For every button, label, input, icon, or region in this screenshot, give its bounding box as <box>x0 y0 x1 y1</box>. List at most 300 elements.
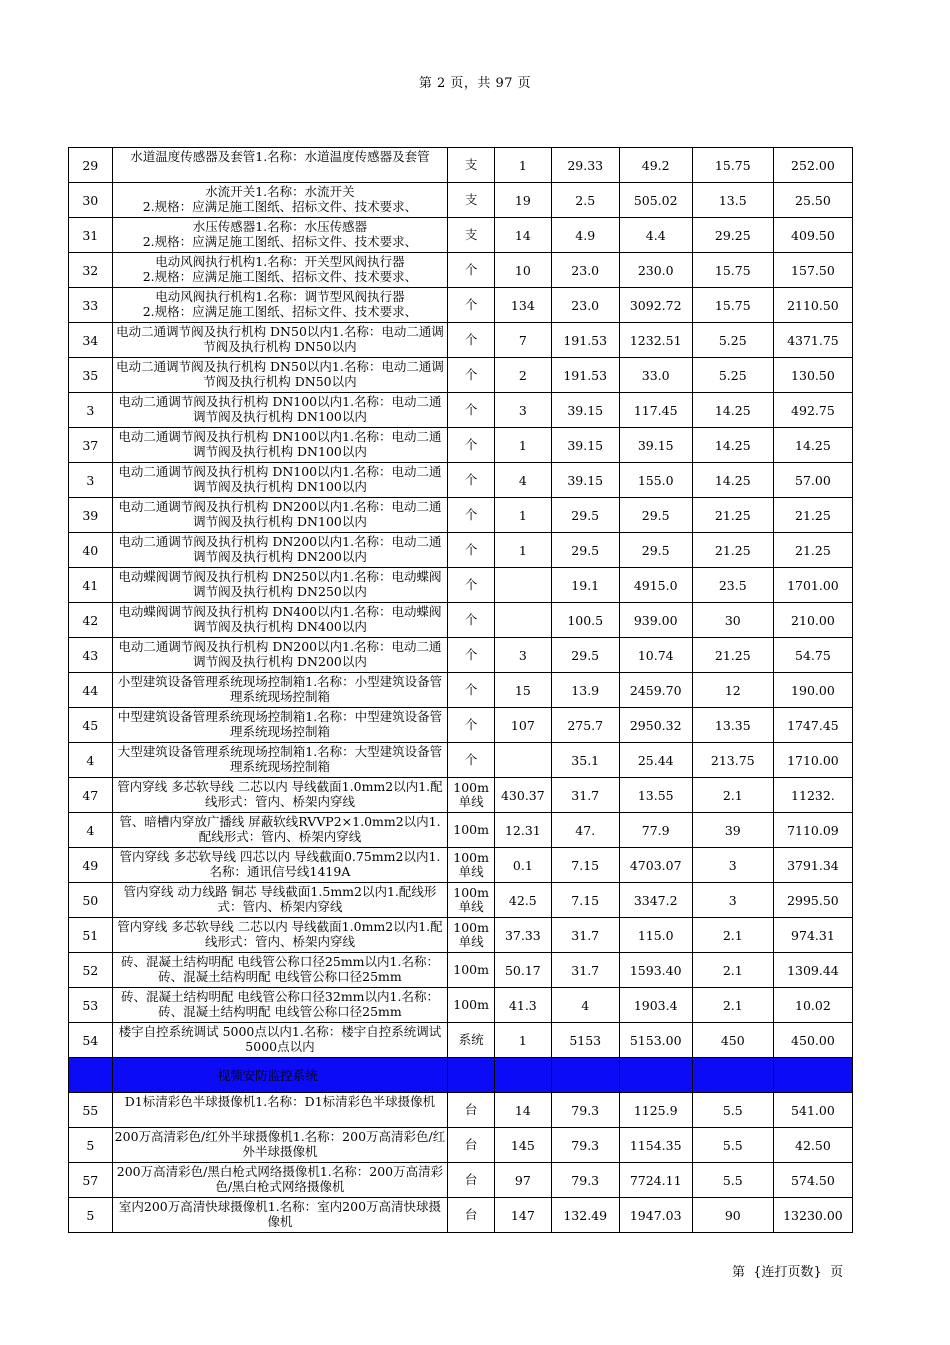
cell-labor: 5.5 <box>692 1128 773 1163</box>
cell-labor: 39 <box>692 813 773 848</box>
page-footer: 第 {连打页数} 页 <box>732 1265 844 1280</box>
cell-qty: 147 <box>494 1198 551 1233</box>
table-row <box>69 533 853 568</box>
cell-no: 45 <box>69 708 113 743</box>
cell-unit: 个 <box>448 358 495 393</box>
item-name-text: 电动二通调节阀及执行机构 DN100以内1.名称：电动二通调节阀及执行机构 DN100以内 <box>118 464 442 494</box>
cell-qty: 430.37 <box>494 778 551 813</box>
cell-labor-total: 14.25 <box>773 428 852 463</box>
item-name-text: 砖、混凝土结构明配 电线管公称口径25mm以内1.名称：砖、混凝土结构明配 电线管公称口径25mm <box>120 954 439 984</box>
cell-unit: 个 <box>448 743 495 778</box>
cell-total: 1232.51 <box>619 323 692 358</box>
cell-qty <box>494 603 551 638</box>
cell-no: 47 <box>69 778 113 813</box>
cell-no: 52 <box>69 953 113 988</box>
table-row <box>69 1198 853 1233</box>
cell-unit: 个 <box>448 253 495 288</box>
cell-labor: 2.1 <box>692 918 773 953</box>
cell-total: 1947.03 <box>619 1198 692 1233</box>
cell-total: 2459.70 <box>619 673 692 708</box>
table-row <box>69 988 853 1023</box>
cell-name <box>112 1128 448 1163</box>
cell-qty: 10 <box>494 253 551 288</box>
section-cell-labor-total <box>773 1058 852 1093</box>
table-row <box>69 603 853 638</box>
cell-labor: 23.5 <box>692 568 773 603</box>
cell-no: 37 <box>69 428 113 463</box>
cell-total: 4703.07 <box>619 848 692 883</box>
cell-name <box>112 603 448 638</box>
cell-no: 29 <box>69 148 113 183</box>
cell-labor: 13.35 <box>692 708 773 743</box>
cell-no: 35 <box>69 358 113 393</box>
cell-labor: 3 <box>692 883 773 918</box>
cell-unit: 个 <box>448 498 495 533</box>
cell-unit-price: 39.15 <box>551 393 619 428</box>
section-cell-unit <box>448 1058 495 1093</box>
cell-unit: 个 <box>448 428 495 463</box>
cell-total: 29.5 <box>619 498 692 533</box>
cell-name <box>112 918 448 953</box>
cell-qty <box>494 743 551 778</box>
cell-total: 117.45 <box>619 393 692 428</box>
table-row <box>69 568 853 603</box>
cell-unit: 100m <box>448 988 495 1023</box>
cell-unit: 个 <box>448 393 495 428</box>
cell-labor: 15.75 <box>692 288 773 323</box>
cell-name <box>112 148 448 183</box>
cell-no: 54 <box>69 1023 113 1058</box>
section-row <box>69 1058 853 1093</box>
section-cell-labor <box>692 1058 773 1093</box>
cell-no: 57 <box>69 1163 113 1198</box>
cell-total: 115.0 <box>619 918 692 953</box>
cell-labor-total: 130.50 <box>773 358 852 393</box>
cell-name <box>112 568 448 603</box>
cell-total: 3347.2 <box>619 883 692 918</box>
cell-labor: 2.1 <box>692 953 773 988</box>
cell-unit: 个 <box>448 673 495 708</box>
table-row <box>69 1128 853 1163</box>
cell-total: 33.0 <box>619 358 692 393</box>
table-row <box>69 883 853 918</box>
cell-total: 4.4 <box>619 218 692 253</box>
cell-labor-total: 2110.50 <box>773 288 852 323</box>
cell-unit: 100m 单线 <box>448 918 495 953</box>
cell-total: 1154.35 <box>619 1128 692 1163</box>
item-name-text: 200万高清彩色/黑白枪式网络摄像机1.名称：200万高清彩色/黑白枪式网络摄像机 <box>116 1164 444 1194</box>
cell-qty: 42.5 <box>494 883 551 918</box>
cell-unit-price: 39.15 <box>551 428 619 463</box>
cell-total: 1125.9 <box>619 1093 692 1128</box>
cell-labor-total: 11232. <box>773 778 852 813</box>
item-name-text: 电动风阀执行机构1.名称：调节型风阀执行器 2.规格：应满足施工图纸、招标文件、技术要求、 <box>142 289 418 319</box>
cell-labor-total: 25.50 <box>773 183 852 218</box>
cell-no: 49 <box>69 848 113 883</box>
cell-unit-price: 29.33 <box>551 148 619 183</box>
cell-labor-total: 974.31 <box>773 918 852 953</box>
cell-labor: 2.1 <box>692 988 773 1023</box>
cell-name <box>112 1198 448 1233</box>
item-name-text: 管、暗槽内穿放广播线 屏蔽软线RVVP2×1.0mm2以内1.配线形式：管内、桥架内穿线 <box>119 814 441 844</box>
cell-labor-total: 21.25 <box>773 498 852 533</box>
section-row-group <box>69 1058 853 1093</box>
cell-unit-price: 132.49 <box>551 1198 619 1233</box>
cell-unit: 100m 单线 <box>448 778 495 813</box>
item-name-text: 电动二通调节阀及执行机构 DN200以内1.名称：电动二通调节阀及执行机构 DN200以内 <box>118 639 442 669</box>
cell-name <box>112 183 448 218</box>
table-row <box>69 288 853 323</box>
cell-name <box>112 638 448 673</box>
cell-labor-total: 7110.09 <box>773 813 852 848</box>
cell-unit: 100m <box>448 953 495 988</box>
table-row <box>69 848 853 883</box>
cell-qty <box>494 568 551 603</box>
cell-name <box>112 428 448 463</box>
cell-name <box>112 393 448 428</box>
item-name-text: 电动二通调节阀及执行机构 DN200以内1.名称：电动二通调节阀及执行机构 DN200以内 <box>118 534 442 564</box>
cell-name <box>112 288 448 323</box>
cell-unit-price: 23.0 <box>551 288 619 323</box>
item-name-text: D1标清彩色半球摄像机1.名称：D1标清彩色半球摄像机 <box>124 1094 436 1109</box>
cell-name <box>112 1093 448 1128</box>
cell-unit: 个 <box>448 463 495 498</box>
table-row <box>69 393 853 428</box>
cell-unit-price: 29.5 <box>551 498 619 533</box>
cell-qty: 97 <box>494 1163 551 1198</box>
cell-labor: 5.5 <box>692 1163 773 1198</box>
item-name-text: 水压传感器1.名称：水压传感器 2.规格：应满足施工图纸、招标文件、技术要求、 <box>142 219 418 249</box>
cell-name <box>112 708 448 743</box>
cell-qty: 1 <box>494 428 551 463</box>
table-body-before <box>69 148 853 1058</box>
cell-unit: 100m <box>448 813 495 848</box>
cell-unit-price: 275.7 <box>551 708 619 743</box>
cell-unit-price: 39.15 <box>551 463 619 498</box>
cell-total: 230.0 <box>619 253 692 288</box>
cell-qty: 1 <box>494 1023 551 1058</box>
item-name-text: 200万高清彩色/红外半球摄像机1.名称：200万高清彩色/红外半球摄像机 <box>114 1129 446 1159</box>
cell-no: 40 <box>69 533 113 568</box>
item-name-text: 电动风阀执行机构1.名称：开关型风阀执行器 2.规格：应满足施工图纸、招标文件、技术要求、 <box>142 254 418 284</box>
cell-total: 13.55 <box>619 778 692 813</box>
cell-no: 5 <box>69 1198 113 1233</box>
cell-unit-price: 31.7 <box>551 778 619 813</box>
cell-no: 41 <box>69 568 113 603</box>
cell-unit-price: 23.0 <box>551 253 619 288</box>
cell-name <box>112 1163 448 1198</box>
cell-total: 3092.72 <box>619 288 692 323</box>
cell-total: 5153.00 <box>619 1023 692 1058</box>
cell-unit-price: 2.5 <box>551 183 619 218</box>
cell-unit-price: 79.3 <box>551 1093 619 1128</box>
cell-total: 25.44 <box>619 743 692 778</box>
cell-unit-price: 4.9 <box>551 218 619 253</box>
cell-no: 50 <box>69 883 113 918</box>
cell-unit-price: 5153 <box>551 1023 619 1058</box>
table-row <box>69 218 853 253</box>
cell-labor-total: 450.00 <box>773 1023 852 1058</box>
cell-qty: 3 <box>494 393 551 428</box>
cell-labor-total: 210.00 <box>773 603 852 638</box>
table-row <box>69 463 853 498</box>
table-row <box>69 1093 853 1128</box>
cell-qty: 107 <box>494 708 551 743</box>
cell-labor: 213.75 <box>692 743 773 778</box>
cell-unit-price: 7.15 <box>551 848 619 883</box>
cell-labor-total: 492.75 <box>773 393 852 428</box>
cell-no: 31 <box>69 218 113 253</box>
cell-unit-price: 29.5 <box>551 533 619 568</box>
cell-labor: 12 <box>692 673 773 708</box>
cell-unit: 支 <box>448 183 495 218</box>
cell-qty: 1 <box>494 148 551 183</box>
section-cell-unit-price <box>551 1058 619 1093</box>
cell-total: 10.74 <box>619 638 692 673</box>
table-row <box>69 953 853 988</box>
cell-labor-total: 3791.34 <box>773 848 852 883</box>
cell-labor-total: 2995.50 <box>773 883 852 918</box>
item-name-text: 电动蝶阀调节阀及执行机构 DN400以内1.名称：电动蝶阀调节阀及执行机构 DN400以内 <box>118 604 442 634</box>
item-name-text: 管内穿线 多芯软导线 二芯以内 导线截面1.0mm2以内1.配线形式：管内、桥架内穿线 <box>117 779 443 809</box>
cell-qty: 12.31 <box>494 813 551 848</box>
cell-no: 53 <box>69 988 113 1023</box>
item-name-text: 砖、混凝土结构明配 电线管公称口径32mm以内1.名称：砖、混凝土结构明配 电线管公称口径25mm <box>120 989 439 1019</box>
cell-name <box>112 463 448 498</box>
cell-unit: 100m 单线 <box>448 883 495 918</box>
cell-qty: 4 <box>494 463 551 498</box>
cell-labor: 30 <box>692 603 773 638</box>
cell-labor: 13.5 <box>692 183 773 218</box>
table-row <box>69 498 853 533</box>
cell-labor-total: 157.50 <box>773 253 852 288</box>
cell-unit-price: 31.7 <box>551 918 619 953</box>
cell-labor: 3 <box>692 848 773 883</box>
cell-qty: 145 <box>494 1128 551 1163</box>
item-name-text: 电动二通调节阀及执行机构 DN100以内1.名称：电动二通调节阀及执行机构 DN100以内 <box>118 429 442 459</box>
cell-no: 30 <box>69 183 113 218</box>
cell-labor: 5.5 <box>692 1093 773 1128</box>
cell-unit: 系统 <box>448 1023 495 1058</box>
cell-name <box>112 673 448 708</box>
cell-qty: 37.33 <box>494 918 551 953</box>
cell-labor: 21.25 <box>692 533 773 568</box>
item-name-text: 管内穿线 多芯软导线 二芯以内 导线截面1.0mm2以内1.配线形式：管内、桥架内穿线 <box>117 919 443 949</box>
cell-labor: 29.25 <box>692 218 773 253</box>
section-title: 视频安防监控系统 <box>112 1058 448 1093</box>
cell-qty: 0.1 <box>494 848 551 883</box>
cell-no: 44 <box>69 673 113 708</box>
table-row <box>69 673 853 708</box>
cell-labor: 90 <box>692 1198 773 1233</box>
section-cell-total <box>619 1058 692 1093</box>
cell-qty: 14 <box>494 1093 551 1128</box>
cell-labor-total: 574.50 <box>773 1163 852 1198</box>
cell-unit-price: 47. <box>551 813 619 848</box>
cell-unit-price: 7.15 <box>551 883 619 918</box>
cell-name <box>112 778 448 813</box>
cell-labor: 5.25 <box>692 358 773 393</box>
cell-unit-price: 191.53 <box>551 358 619 393</box>
cell-no: 43 <box>69 638 113 673</box>
cell-labor-total: 1710.00 <box>773 743 852 778</box>
cell-name <box>112 1023 448 1058</box>
section-cell-no <box>69 1058 113 1093</box>
cell-qty: 2 <box>494 358 551 393</box>
cell-unit: 个 <box>448 323 495 358</box>
cell-unit-price: 100.5 <box>551 603 619 638</box>
cell-unit: 台 <box>448 1163 495 1198</box>
cell-unit-price: 19.1 <box>551 568 619 603</box>
cell-qty: 19 <box>494 183 551 218</box>
item-name-text: 小型建筑设备管理系统现场控制箱1.名称：小型建筑设备管理系统现场控制箱 <box>117 674 443 704</box>
table-row <box>69 428 853 463</box>
cell-unit-price: 31.7 <box>551 953 619 988</box>
cell-labor: 14.25 <box>692 393 773 428</box>
cell-unit-price: 191.53 <box>551 323 619 358</box>
cell-unit-price: 79.3 <box>551 1163 619 1198</box>
cell-total: 7724.11 <box>619 1163 692 1198</box>
table-row <box>69 1163 853 1198</box>
table-row <box>69 323 853 358</box>
cell-labor-total: 4371.75 <box>773 323 852 358</box>
table-row <box>69 358 853 393</box>
cell-labor-total: 57.00 <box>773 463 852 498</box>
cell-labor: 2.1 <box>692 778 773 813</box>
cell-total: 505.02 <box>619 183 692 218</box>
cell-unit-price: 29.5 <box>551 638 619 673</box>
cell-unit: 个 <box>448 533 495 568</box>
cell-total: 29.5 <box>619 533 692 568</box>
cell-unit: 台 <box>448 1128 495 1163</box>
cell-labor-total: 13230.00 <box>773 1198 852 1233</box>
cell-qty: 3 <box>494 638 551 673</box>
cell-name <box>112 323 448 358</box>
cell-labor-total: 54.75 <box>773 638 852 673</box>
table-row <box>69 148 853 183</box>
cell-total: 1593.40 <box>619 953 692 988</box>
cell-labor: 21.25 <box>692 638 773 673</box>
cell-unit-price: 4 <box>551 988 619 1023</box>
table-row <box>69 708 853 743</box>
cell-labor: 15.75 <box>692 253 773 288</box>
cell-unit: 个 <box>448 708 495 743</box>
cell-name <box>112 498 448 533</box>
cell-labor-total: 541.00 <box>773 1093 852 1128</box>
cell-qty: 1 <box>494 498 551 533</box>
table-row <box>69 1023 853 1058</box>
cell-unit: 支 <box>448 218 495 253</box>
cell-total: 4915.0 <box>619 568 692 603</box>
cell-labor-total: 252.00 <box>773 148 852 183</box>
cell-qty: 15 <box>494 673 551 708</box>
item-name-text: 电动蝶阀调节阀及执行机构 DN250以内1.名称：电动蝶阀调节阀及执行机构 DN250以内 <box>118 569 442 599</box>
cell-total: 155.0 <box>619 463 692 498</box>
cell-labor-total: 42.50 <box>773 1128 852 1163</box>
cell-labor-total: 1701.00 <box>773 568 852 603</box>
cell-labor: 14.25 <box>692 428 773 463</box>
cell-qty: 1 <box>494 533 551 568</box>
cell-labor-total: 1309.44 <box>773 953 852 988</box>
section-cell-qty <box>494 1058 551 1093</box>
cell-no: 39 <box>69 498 113 533</box>
cell-total: 1903.4 <box>619 988 692 1023</box>
table-row <box>69 778 853 813</box>
cell-labor: 450 <box>692 1023 773 1058</box>
item-name-text: 电动二通调节阀及执行机构 DN50以内1.名称：电动二通调节阀及执行机构 DN50以内 <box>116 324 444 354</box>
cell-labor-total: 409.50 <box>773 218 852 253</box>
cell-qty: 7 <box>494 323 551 358</box>
item-name-text: 水流开关1.名称：水流开关 2.规格：应满足施工图纸、招标文件、技术要求、 <box>142 184 418 214</box>
cell-labor: 14.25 <box>692 463 773 498</box>
item-name-text: 电动二通调节阀及执行机构 DN100以内1.名称：电动二通调节阀及执行机构 DN100以内 <box>118 394 442 424</box>
cell-no: 55 <box>69 1093 113 1128</box>
cell-qty: 14 <box>494 218 551 253</box>
cell-name <box>112 253 448 288</box>
item-name-text: 电动二通调节阀及执行机构 DN200以内1.名称：电动二通调节阀及执行机构 DN100以内 <box>118 499 442 529</box>
cell-unit: 100m 单线 <box>448 848 495 883</box>
cell-total: 77.9 <box>619 813 692 848</box>
cell-no: 33 <box>69 288 113 323</box>
cell-unit: 个 <box>448 288 495 323</box>
item-name-text: 中型建筑设备管理系统现场控制箱1.名称：中型建筑设备管理系统现场控制箱 <box>117 709 443 739</box>
cell-name <box>112 533 448 568</box>
item-name-text: 大型建筑设备管理系统现场控制箱1.名称：大型建筑设备管理系统现场控制箱 <box>117 744 443 774</box>
cell-no: 4 <box>69 743 113 778</box>
cell-name <box>112 953 448 988</box>
item-name-text: 楼宇自控系统调试 5000点以内1.名称：楼宇自控系统调试 5000点以内 <box>118 1024 442 1054</box>
cell-no: 3 <box>69 463 113 498</box>
cell-labor: 15.75 <box>692 148 773 183</box>
cell-labor-total: 190.00 <box>773 673 852 708</box>
item-name-text: 管内穿线 多芯软导线 四芯以内 导线截面0.75mm2以内1.名称：通讯信号线1419A <box>119 849 441 879</box>
cell-unit-price: 35.1 <box>551 743 619 778</box>
cell-qty: 41.3 <box>494 988 551 1023</box>
cell-no: 5 <box>69 1128 113 1163</box>
item-name-text: 室内200万高清快球摄像机1.名称：室内200万高清快球摄像机 <box>118 1199 442 1229</box>
cell-labor: 21.25 <box>692 498 773 533</box>
cell-no: 42 <box>69 603 113 638</box>
cell-no: 4 <box>69 813 113 848</box>
item-name-text: 管内穿线 动力线路 铜芯 导线截面1.5mm2以内1.配线形式：管内、桥架内穿线 <box>123 884 437 914</box>
cell-unit: 台 <box>448 1093 495 1128</box>
table-row <box>69 183 853 218</box>
cell-unit-price: 13.9 <box>551 673 619 708</box>
table-row <box>69 813 853 848</box>
cell-unit: 个 <box>448 603 495 638</box>
cell-qty: 134 <box>494 288 551 323</box>
table-row <box>69 253 853 288</box>
cell-name <box>112 218 448 253</box>
cell-labor-total: 10.02 <box>773 988 852 1023</box>
cell-name <box>112 883 448 918</box>
cell-name <box>112 988 448 1023</box>
cell-unit: 个 <box>448 568 495 603</box>
cell-no: 34 <box>69 323 113 358</box>
cell-no: 51 <box>69 918 113 953</box>
cell-unit-price: 79.3 <box>551 1128 619 1163</box>
cell-total: 49.2 <box>619 148 692 183</box>
cell-name <box>112 743 448 778</box>
item-name-text: 水道温度传感器及套管1.名称：水道温度传感器及套管 <box>130 149 430 164</box>
cell-name <box>112 848 448 883</box>
cell-total: 39.15 <box>619 428 692 463</box>
cell-name <box>112 813 448 848</box>
cell-no: 3 <box>69 393 113 428</box>
table-row <box>69 638 853 673</box>
quantity-table <box>68 147 853 1233</box>
cell-total: 2950.32 <box>619 708 692 743</box>
